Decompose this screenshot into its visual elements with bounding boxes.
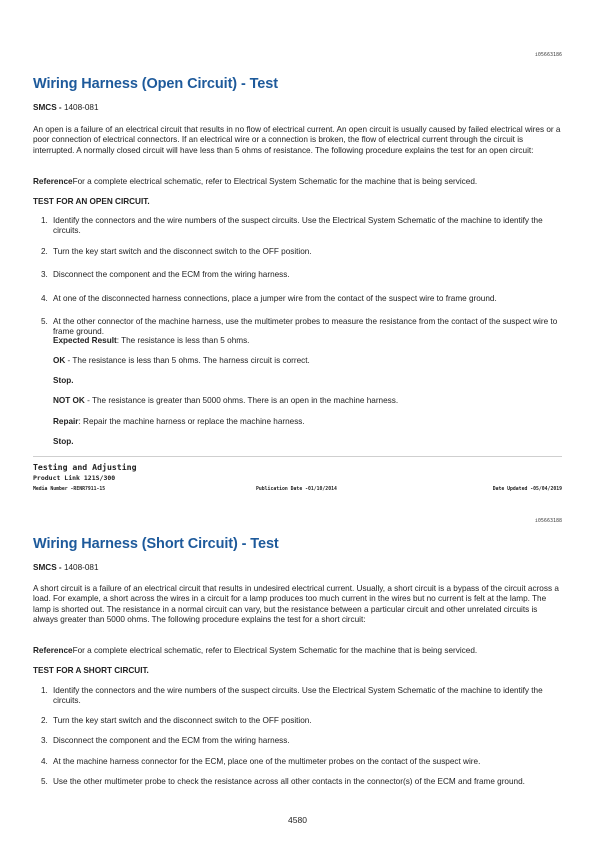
test-heading: TEST FOR AN OPEN CIRCUIT. [33,197,150,206]
document-id: i05663186 [534,52,562,58]
reference-line [33,177,562,186]
footer-product: Product Link 121S/300 [33,474,116,482]
stop-note [33,437,582,446]
reference-line [33,646,562,655]
step-text: Turn the key start switch and the disconnect switch to the OFF position. [53,716,312,725]
step-text: Disconnect the component and the ECM from the wiring harness. [53,270,290,280]
expected-label: Expected Result [53,336,117,345]
list-item [33,270,562,280]
intro-paragraph: A short circuit is a failure of an electrical circuit that results in undesired electrical current. Usually, a short circuit is a bypass of the circuit across a load. For example, a short across the wires in a circuit for a lamp produces too much current in the wires but no current is felt at the lamp. The lamp is shorted out. The resistance in a normal circuit can vary, but the resistance between a particular circuit and other unrelated circuits is always greater than 5000 ohms. The following procedure explains the test for a short circuit: [33,584,559,624]
intro-paragraph: An open is a failure of an electrical circuit that results in no flow of electrical current. An open circuit is usually caused by failed electrical wires or a poor connection of electrical connectors. If an electrical wire or a connection is broken, the flow of electrical current through the circuit is interrupted. A normally closed circuit will have less than 5 ohms of resistance. The following procedure explains the test for an open circuit: [33,125,561,155]
date-updated: Date Updated -05/04/2019 [492,487,562,492]
reference-text: For a complete electrical schematic, refer to Electrical System Schematic for the machine that is being serviced. [72,646,478,655]
document-id: i05663188 [534,518,562,524]
smcs-code: 1408-081 [63,103,99,112]
media-number: Media Number -RENR7911-15 [33,487,106,492]
smcs-code: 1408-081 [63,563,99,572]
step-number: 4. [41,756,48,766]
step-number: 1. [41,686,48,695]
list-item [33,247,562,257]
step-text: Turn the key start switch and the disconnect switch to the OFF position. [53,247,312,256]
step-text: At the machine harness connector for the ECM, place one of the multimeter probes on the contact of the suspect wire. [53,756,481,766]
step-text: Disconnect the component and the ECM from the wiring harness. [53,736,290,746]
section-title: Wiring Harness (Short Circuit) - Test [33,536,279,552]
step-list [33,216,562,337]
repair-note [33,417,582,426]
step-number: 5. [41,316,48,326]
step-number: 3. [41,736,48,746]
list-item [33,777,562,787]
repair-label: Repair [53,417,79,426]
footer-divider [33,456,562,457]
ok-label: OK [53,356,66,365]
step-text: Use the other multimeter probe to check the resistance across all other contacts in the connector(s) of the ECM and frame ground. [53,776,525,786]
reference-label: Reference [33,646,73,655]
step-number: 5. [41,776,48,786]
expected-result [33,336,582,345]
footer-section: Testing and Adjusting [33,462,137,472]
section-title: Wiring Harness (Open Circuit) - Test [33,76,278,92]
step-text: Identify the connectors and the wire numbers of the suspect circuits. Use the Electrical System Schematic of the machine to identify the circuits. [53,686,543,706]
smcs-line [33,103,562,112]
reference-text: For a complete electrical schematic, refer to Electrical System Schematic for the machine that is being serviced. [72,177,478,186]
notok-label: NOT OK [53,396,85,405]
reference-label: Reference [33,177,73,186]
step-text: Identify the connectors and the wire numbers of the suspect circuits. Use the Electrical System Schematic of the machine to identify the circuits. [53,216,543,236]
expected-text: : The resistance is less than 5 ohms. [116,336,250,345]
list-item [33,294,562,304]
list-item [33,317,562,338]
step-number: 4. [41,293,48,303]
ok-text: - The resistance is less than 5 ohms. The harness circuit is correct. [65,356,310,365]
list-item [33,216,562,235]
stop-label: Stop. [53,437,74,446]
stop-note [33,376,582,385]
page-number: 4580 [288,815,307,825]
stop-label: Stop. [53,376,74,385]
smcs-line [33,563,562,572]
notok-result [33,396,582,405]
step-number: 1. [41,216,48,225]
list-item [33,757,562,767]
step-text: At the other connector of the machine harness, use the multimeter probes to measure the resistance from the contact of the suspect wire to frame ground. [53,316,558,337]
notok-text: - The resistance is greater than 5000 ohms. There is an open in the machine harness. [84,396,399,405]
step-text: At one of the disconnected harness connections, place a jumper wire from the contact of the suspect wire to frame ground. [53,293,497,303]
list-item [33,736,562,746]
publication-date: Publication Date -01/10/2014 [256,487,337,492]
step-number: 2. [41,247,48,256]
repair-text: : Repair the machine harness or replace the machine harness. [78,417,305,426]
list-item [33,716,562,726]
step-number: 2. [41,716,48,725]
list-item [33,686,562,705]
test-heading: TEST FOR A SHORT CIRCUIT. [33,666,149,675]
ok-result [33,356,582,365]
step-number: 3. [41,270,48,280]
step-list [33,686,562,787]
smcs-label: SMCS - [33,103,64,112]
smcs-label: SMCS - [33,563,64,572]
